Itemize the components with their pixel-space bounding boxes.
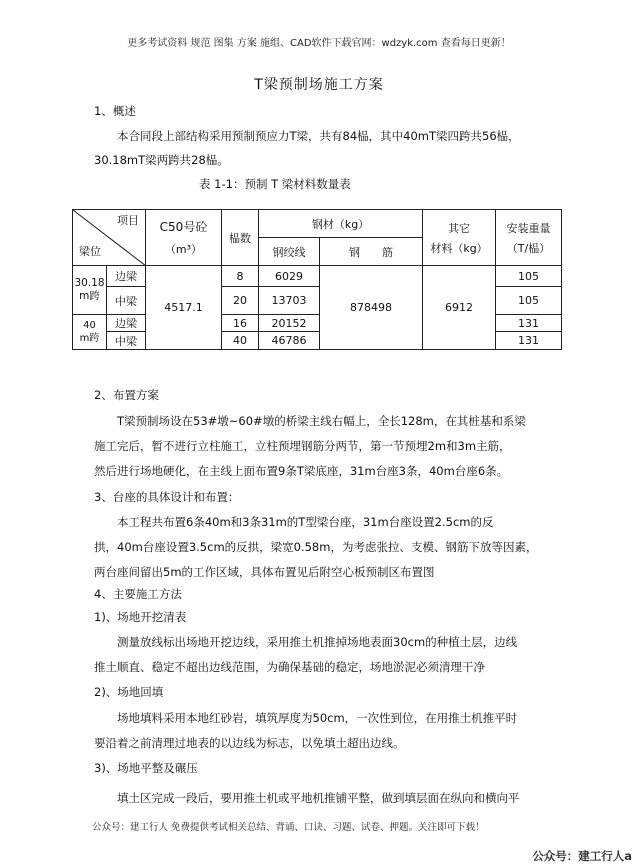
header-count: 榀数 [222,210,259,266]
paragraph-line: 然后进行场地硬化，在主线上面布置9条T梁底座，31m台座3条，40m台座6条。 [94,464,509,478]
header-c50 [146,210,222,266]
material-quantity-table [72,209,562,350]
paragraph-line: 测量放线标出场地开挖边线，采用推土机推掉场地表面30cm的种植土层，边线 [117,635,518,649]
paragraph-line: 本合同段上部结构采用预制预应力T梁，共有84榀，其中40mT梁四跨共56榀， [117,129,520,143]
paragraph-line: 30.18mT梁两跨共28榀。 [94,153,229,167]
header-other-label: 其它 [448,221,471,235]
subsection-heading: 3)、场地平整及碾压 [94,761,198,775]
header-other-unit: 材料（kg） [430,241,488,255]
strand-value: 20152 [259,315,320,332]
watermark: 公众号：建工行人a [532,849,632,863]
strand-value: 13703 [259,287,320,315]
weight-value: 105 [496,266,562,287]
header-beam-position: 梁位 [79,245,101,258]
header-diagonal-cell [73,210,146,266]
beam-position: 边梁 [107,266,146,287]
page-footer: 公众号：建工行人 免费提供考试相关总结、背诵、口诀、习题、试卷、押题。关注即可下载！ [92,822,485,833]
paragraph-line: 本工程共布置6条40m和3条31m的T型梁台座，31m台座设置2.5cm的反 [117,515,494,529]
header-item: 项目 [117,214,139,227]
other-total: 6912 [423,266,496,350]
header-rebar: 钢 筋 [320,238,423,266]
strand-value: 6029 [259,266,320,287]
paragraph-line: 两台座间留出5m的工作区域，具体布置见后附空心板预制区布置图 [94,565,435,579]
paragraph-line: 场地填料采用本地红砂岩，填筑厚度为50cm，一次性到位，在用推土机推平时 [117,711,518,725]
span-label: 40m跨 [73,315,107,350]
beam-count: 16 [222,315,259,332]
weight-value: 131 [496,315,562,332]
paragraph-line: 填土区完成一段后，要用推土机或平地机推铺平整，做到填层面在纵向和横向平 [117,791,520,805]
table-caption: 表 1-1：预制 T 梁材料数量表 [199,177,351,191]
header-other [423,210,496,266]
page-title: T梁预制场施工方案 [254,77,384,93]
span-label: 30.18m跨 [73,266,107,315]
beam-count: 8 [222,266,259,287]
beam-count: 40 [222,332,259,350]
header-strand: 钢绞线 [259,238,320,266]
beam-position: 中梁 [107,287,146,315]
beam-position: 边梁 [107,315,146,332]
paragraph-line: 施工完后，暂不进行立柱施工，立柱预埋钢筋分两节，第一节预埋2m和3m主筋， [94,439,511,453]
section-2-heading: 2、布置方案 [94,388,159,402]
header-weight-label: 安装重量 [506,221,551,235]
rebar-total: 878498 [320,266,423,350]
site-header: 更多考试资料 规范 图集 方案 施组、CAD软件下载官网：wdzyk.com 查看每日更新！ [127,38,511,49]
header-weight [496,210,562,266]
section-3-heading: 3、台座的具体设计和布置： [94,490,240,504]
weight-value: 105 [496,287,562,315]
table-row [73,266,562,287]
paragraph-line: 要沿着之前清理过地表的以边线为标志，以免填土超出边线。 [94,736,405,750]
beam-position: 中梁 [107,332,146,350]
paragraph-line: 推土顺直、稳定不超出边线范围，为确保基础的稳定，场地淤泥必须清理干净 [94,660,485,674]
beam-count: 20 [222,287,259,315]
c50-total: 4517.1 [146,266,222,350]
paragraph-line: T梁预制场设在53#墩~60#墩的桥梁主线右幅上，全长128m，在其桩基和系梁 [117,414,526,428]
header-c50-unit: （m³） [164,243,203,256]
strand-value: 46786 [259,332,320,350]
subsection-heading: 2)、场地回填 [94,685,164,699]
section-1-heading: 1、概述 [94,104,136,118]
subsection-heading: 1)、场地开挖清表 [94,610,187,624]
header-c50-label: C50号砼 [159,220,208,234]
section-4-heading: 4、主要施工方法 [94,587,182,601]
header-steel: 钢材（kg） [259,210,423,238]
paragraph-line: 拱，40m台座设置3.5cm的反拱，梁宽0.58m，为考虑张拉、支模、钢筋下放等因素， [94,540,538,554]
header-weight-unit: （T/榀） [506,241,551,255]
weight-value: 131 [496,332,562,350]
